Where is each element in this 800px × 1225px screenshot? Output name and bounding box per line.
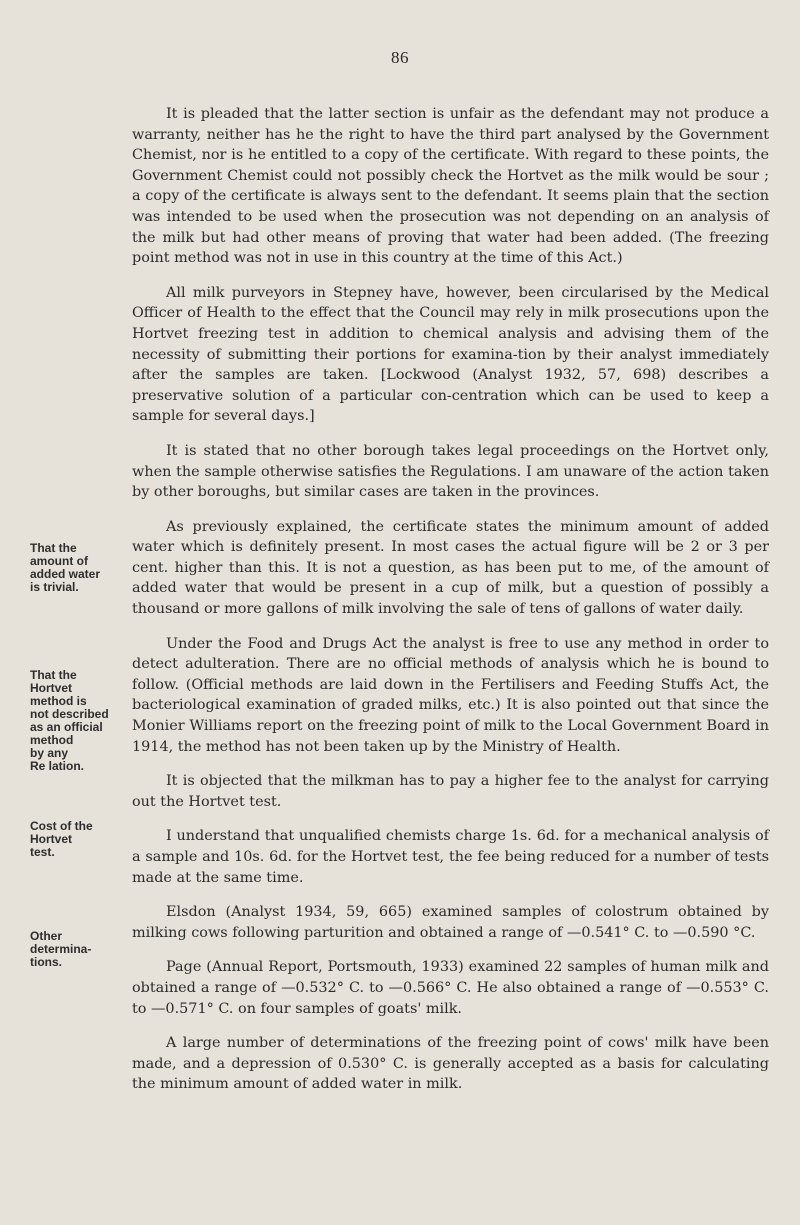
paragraph-chemists-charge: I understand that unqualified chemists charge 1s. 6d. for a mechanical analysis of a sample and 10s. 6d. for the Hortvet test, the fee being reduced for a number of tests made at the same time. xyxy=(132,828,769,886)
margin-note-other-determinations: Other determina- tions. xyxy=(30,929,92,969)
paragraph-circularised: All milk purveyors in Stepney have, however, been circularised by the Medical Officer of Health to the effect that the Council may rely in milk prosecutions upon the Hortvet freezing test in addition to chemical analysis and advising them of the necessity of submitting their portions for examina-tion by their analyst immediately after the samples are taken. [Lockwood (Analyst 1932, 57, 698) describes a preservative solution of a particular con-centration which can be used to keep a sample for several days.] xyxy=(132,284,769,425)
margin-note-cost: Cost of the Hortvet test. xyxy=(30,819,93,859)
margin-note-trivial: That the amount of added water is trivial. xyxy=(30,541,101,594)
margin-note-not-official: That the Hortvet method is not described as an official method by any Re lation. xyxy=(30,668,109,773)
paragraph-higher-fee: It is objected that the milkman has to pay a higher fee to the analyst for carrying out the Hortvet test. xyxy=(132,773,769,810)
paragraph-warranty: It is pleaded that the latter section is unfair as the defendant may not produce a warranty, neither has he the right to have the third part analysed by the Government Chemist, nor is he entitled to a copy of the certificate. With regard to these points, the Government Chemist could not possibly check the Hortvet as the milk would be sour ; a copy of the certificate is always sent to the defendant. It seems plain that the section was intended to be used when the prosecution was not depending on an analysis of the milk but had other means of proving that water had been added. (The freezing point method was not in use in this country at the time of this Act.) xyxy=(132,106,769,267)
paragraph-official-methods: Under the Food and Drugs Act the analyst is free to use any method in order to detect adulteration. There are no official methods of analysis which he is bound to follow. (Official methods are laid down in the Fertilisers and Feeding Stuffs Act, the bacteriological examination of graded milks, etc.) It is also pointed out that since the Monier Williams report on the freezing point of milk to the Local Government Board in 1914, the method has not been taken up by the Ministry of Health. xyxy=(132,635,769,755)
paragraph-added-water: As previously explained, the certificate states the minimum amount of added water which is definitely present. In most cases the actual figure will be 2 or 3 per cent. higher than this. It is not a question, as has been put to me, of the amount of added water that would be present in a cup of milk, but a question of possibly a thousand or more gallons of milk involving the sale of tens of gallons of water daily. xyxy=(132,518,769,618)
paragraph-page-report: Page (Annual Report, Portsmouth, 1933) examined 22 samples of human milk and obtained a range of —0.532° C. to —0.566° C. He also obtained a range of —0.553° C. to —0.571° C. on four samples of goats' milk. xyxy=(132,959,769,1017)
paragraph-other-boroughs: It is stated that no other borough takes legal proceedings on the Hortvet only, when the sample otherwise satisfies the Regulations. I am unaware of the action taken by other boroughs, but similar cases are taken in the provinces. xyxy=(132,442,769,501)
body-text xyxy=(132,104,769,1109)
paragraph-cows-milk: A large number of determinations of the freezing point of cows' milk have been made, and a depression of 0.530° C. is generally accepted as a basis for calculating the minimum amount of added water in milk. xyxy=(132,1035,769,1093)
paragraph-elsdon: Elsdon (Analyst 1934, 59, 665) examined samples of colostrum obtained by milking cows following parturition and obtained a range of —0.541° C. to —0.590 °C. xyxy=(132,904,769,941)
page-number: 86 xyxy=(391,48,409,67)
